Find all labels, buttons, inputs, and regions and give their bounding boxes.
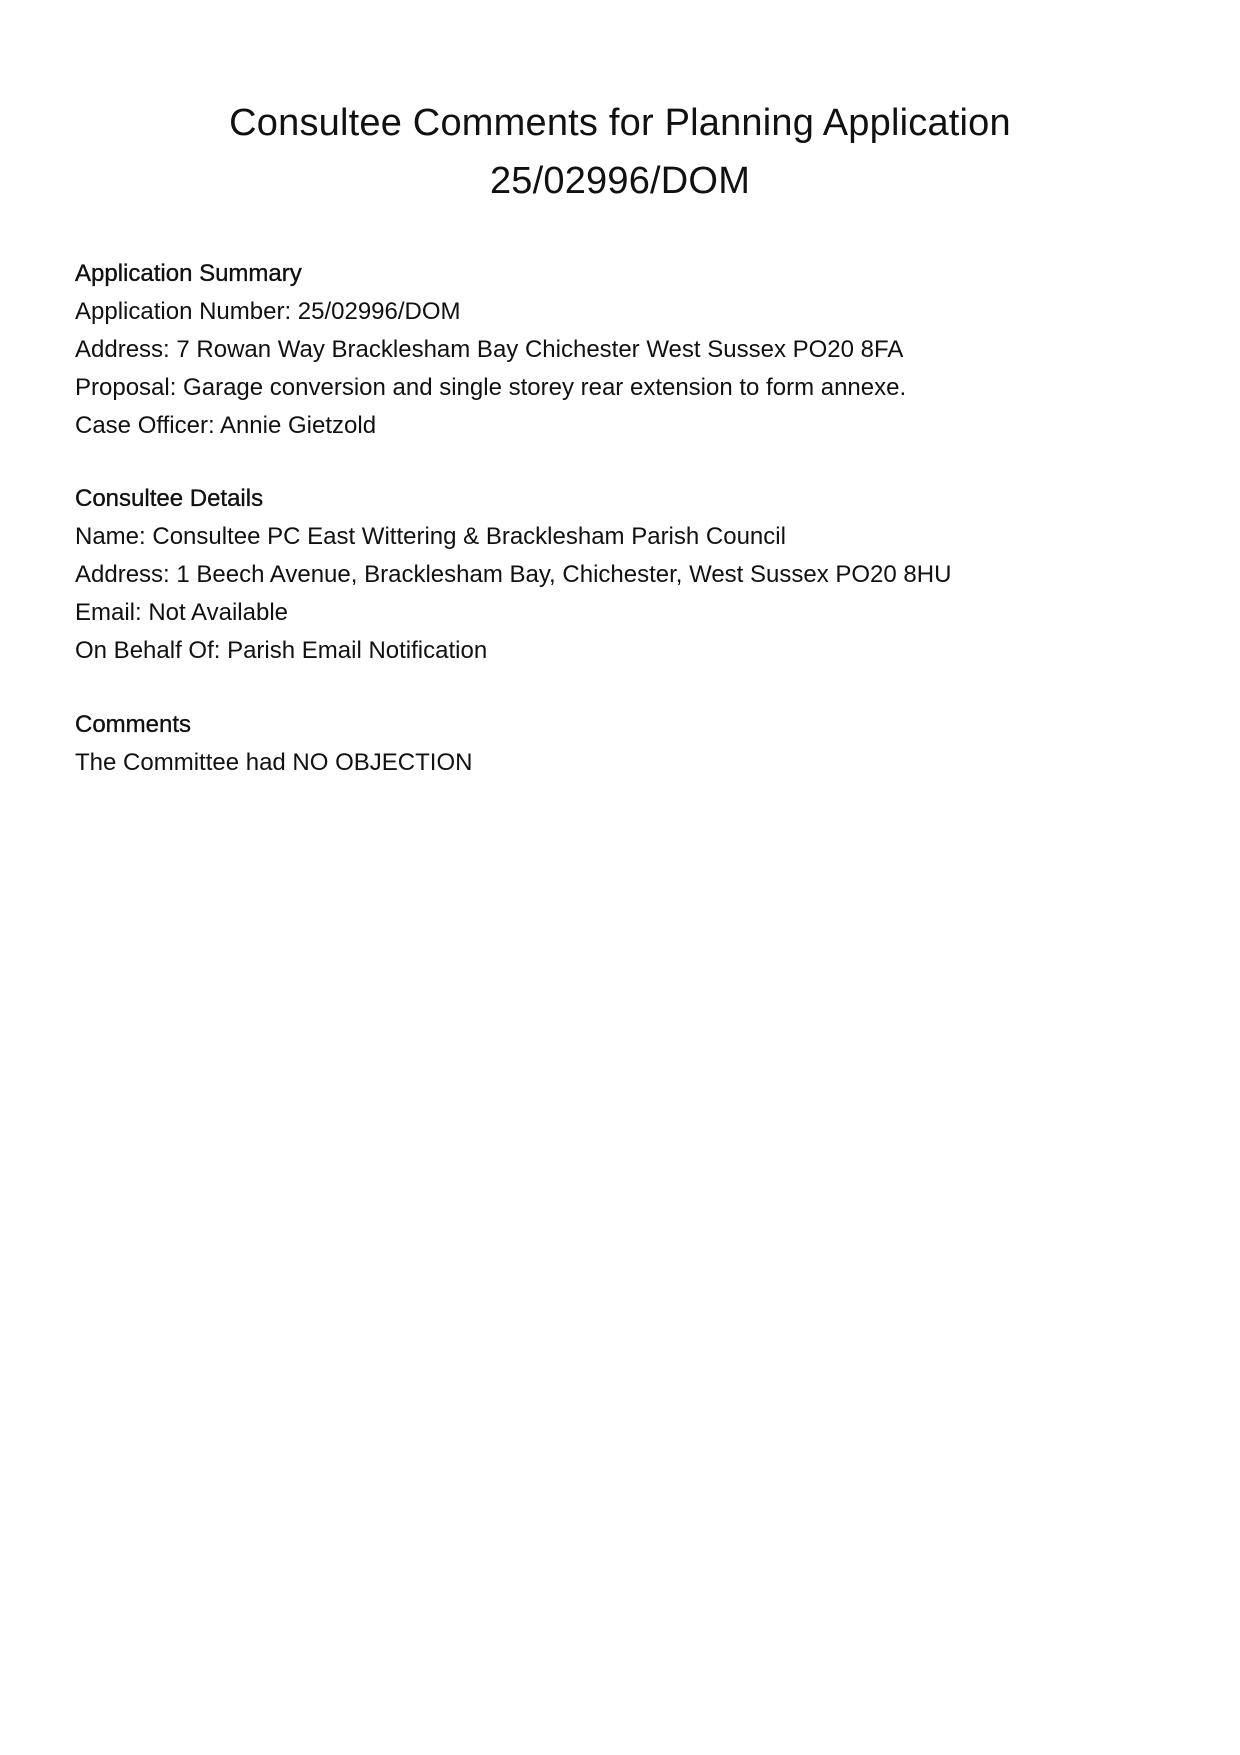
consultee-details-heading: Consultee Details [75, 485, 264, 512]
comments-text: The Committee had NO OBJECTION [75, 749, 473, 776]
consultee-email: Email: Not Available [75, 599, 288, 626]
application-proposal: Proposal: Garage conversion and single storey rear extension to form annexe. [75, 374, 907, 401]
application-address: Address: 7 Rowan Way Bracklesham Bay Chichester West Sussex PO20 8FA [75, 336, 904, 363]
title-line-1: Consultee Comments for Planning Application [229, 102, 1011, 144]
page-title [0, 94, 1240, 210]
case-officer: Case Officer: Annie Gietzold [75, 412, 377, 439]
application-number: Application Number: 25/02996/DOM [75, 298, 461, 325]
consultee-details-section [75, 480, 1165, 670]
application-summary-heading: Application Summary [75, 260, 302, 287]
consultee-name: Name: Consultee PC East Wittering & Bracklesham Parish Council [75, 523, 786, 550]
title-line-2: 25/02996/DOM [489, 160, 751, 202]
consultee-on-behalf-of: On Behalf Of: Parish Email Notification [75, 637, 488, 664]
consultee-address: Address: 1 Beech Avenue, Bracklesham Bay, Chichester, West Sussex PO20 8HU [75, 561, 952, 588]
application-summary-section [75, 255, 1165, 445]
comments-heading: Comments [75, 711, 192, 738]
comments-section [75, 706, 1165, 782]
